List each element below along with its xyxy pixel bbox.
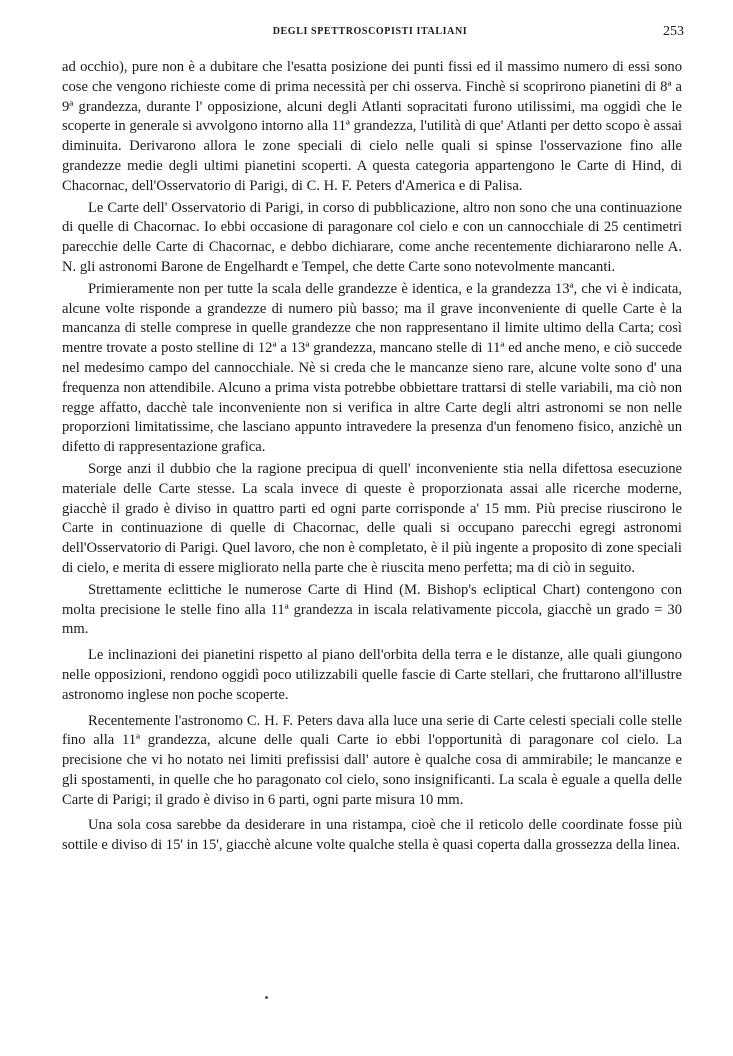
paragraph-2: Le Carte dell' Osservatorio di Parigi, in corso di pubblicazione, altro non sono che una continuazione di quelle di Chacornac. Io ebbi occasione di paragonare col cielo e con un cannocchiale di 25 centimetri parecchie delle Carte di Chacornac, e debbo dichiarare, come anche recentemente dichiararono nelle A. N. gli astronomi Barone de Engelhardt e Tempel, che dette Carte sono notevolmente mancanti.	[62, 199, 682, 275]
paragraph-3: Primieramente non per tutte la scala delle grandezze è identica, e la grandezza 13ª, che vi è indicata, alcune volte risponde a grandezze di numero più basso; ma il grave inconveniente di quelle Carte è la mancanza di stelle comprese in quelle grandezze che non rappresentano il limite ultimo della Carta; così mentre trovate a posto stelline di 12ª a 13ª grandezza, mancano stelle di 11ª ed anche meno, e ciò succede nel medesimo campo del cannocchiale. Nè si creda che le mancanze sieno rare, alcune volte sono d' una frequenza non attendibile. Alcuno a prima vista potrebbe obbiettare trattarsi di stelle variabili, ma ciò non regge affatto, dacchè tale inconveniente non si verifica in altre Carte degli altri astronomi se non nelle proporzioni limitatissime, che lasciano appunto intravedere la presenza d'un fenomeno fisico, anzichè un difetto di rappresentazione grafica.	[62, 280, 682, 456]
paragraph-6: Le inclinazioni dei pianetini rispetto al piano dell'orbita della terra e le distanze, alle quali giungono nelle opposizioni, rendono oggidì poco utilizzabili quelle fascie di Carte stellari, che fruttarono all'illustre astronomo inglese non poche scoperte.	[62, 647, 682, 703]
paragraph-7: Recentemente l'astronomo C. H. F. Peters dava alla luce una serie di Carte celesti speciali colle stelle fino alla 11ª grandezza, alcune delle quali Carte io ebbi l'opportunità di paragonare col cielo. La precisione che vi ho notato nei limiti prefissisi dall' autore è qualche cosa di ammirabile; le mancanze e gli spostamenti, in quelle che ho paragonato col cielo, sono insignificanti. La scala è eguale a quella delle Carte di Parigi; il grado è diviso in 6 parti, ogni parte misura 10 mm.	[62, 712, 682, 808]
running-title: DEGLI SPETTROSCOPISTI ITALIANI	[272, 26, 468, 37]
paragraph-4: Sorge anzi il dubbio che la ragione precipua di quell' inconveniente stia nella difettosa esecuzione materiale delle Carte stesse. La scala invece di queste è proporzionata assai alle ricerche moderne, giacchè il grado è diviso in quattro parti ed ogni parte corrisponde a' 15 mm. Più precise riuscirono le Carte in continuazione di quelle di Chacornac, delle quali si occupano parecchi egregi astronomi dell'Osservatorio di Parigi. Quel lavoro, che non è completato, è il più ingente a proposito di zone speciali di cielo, e merita di essere migliorato nella parte che è riuscita meno perfetta; ma di ciò in seguito.	[62, 460, 682, 576]
footer-dot-mark	[265, 996, 268, 999]
paragraph-5: Strettamente eclittiche le numerose Carte di Hind (M. Bishop's ecliptical Chart) contengono con molta precisione le stelle fino alla 11ª grandezza in iscala relativamente piccola, giacchè un grado = 30 mm.	[62, 581, 682, 638]
body-text	[62, 58, 682, 856]
page-number: 253	[663, 24, 684, 39]
paragraph-1: ad occhio), pure non è a dubitare che l'esatta posizione dei punti fissi ed il massimo numero di essi sono cose che vengono richieste come di prima necessità per chi osserva. Finchè si scoprirono pianetini di 8ª a 9ª grandezza, durante l' opposizione, alcuni degli Atlanti sopracitati furono utilissimi, ma oggidì che le scoperte in generale si avvolgono intorno alla 11ª grandezza, l'utilità di que' Atlanti per detto scopo è assai diminuita. Derivarono allora le zone speciali di cielo nelle quali si spinse l'osservazione fino alle grandezze medie degli ultimi pianetini scoperti. A questa categoria appartengono le Carte di Hind, di Chacornac, dell'Osservatorio di Parigi, di C. H. F. Peters d'America e di Palisa.	[62, 59, 682, 194]
running-head	[60, 24, 684, 42]
paragraph-8: Una sola cosa sarebbe da desiderare in una ristampa, cioè che il reticolo delle coordinate fosse più sottile e diviso di 15' in 15', giacchè alcune volte qualche stella è quasi coperta dalla grossezza della linea.	[62, 817, 682, 854]
